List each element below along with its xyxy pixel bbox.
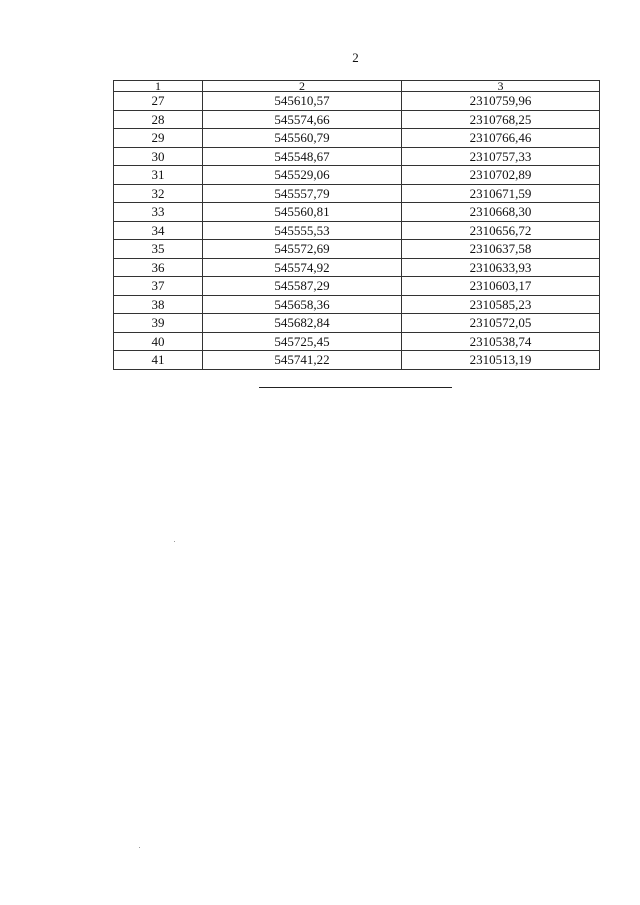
table-row bbox=[114, 110, 600, 129]
y-coordinate-cell: 2310633,93 bbox=[402, 258, 600, 277]
x-coordinate-cell: 545529,06 bbox=[203, 166, 402, 185]
page-number: 2 bbox=[352, 50, 359, 65]
y-coordinate-cell: 2310766,46 bbox=[402, 129, 600, 148]
table-row bbox=[114, 147, 600, 166]
table-row bbox=[114, 332, 600, 351]
x-coordinate-cell: 545741,22 bbox=[203, 351, 402, 370]
y-coordinate-cell: 2310668,30 bbox=[402, 203, 600, 222]
x-coordinate-cell: 545557,79 bbox=[203, 184, 402, 203]
y-coordinate-cell: 2310759,96 bbox=[402, 92, 600, 111]
x-coordinate-cell: 545574,66 bbox=[203, 110, 402, 129]
table-row bbox=[114, 314, 600, 333]
table-row bbox=[114, 258, 600, 277]
scan-speck bbox=[139, 847, 140, 848]
column-header-1: 1 bbox=[114, 81, 203, 92]
table-row bbox=[114, 129, 600, 148]
point-number-cell: 35 bbox=[114, 240, 203, 259]
y-coordinate-cell: 2310671,59 bbox=[402, 184, 600, 203]
point-number-cell: 40 bbox=[114, 332, 203, 351]
x-coordinate-cell: 545574,92 bbox=[203, 258, 402, 277]
table-row bbox=[114, 240, 600, 259]
x-coordinate-cell: 545548,67 bbox=[203, 147, 402, 166]
table-header-row bbox=[114, 81, 600, 92]
point-number-cell: 39 bbox=[114, 314, 203, 333]
table-row bbox=[114, 221, 600, 240]
y-coordinate-cell: 2310585,23 bbox=[402, 295, 600, 314]
y-coordinate-cell: 2310603,17 bbox=[402, 277, 600, 296]
table-row bbox=[114, 184, 600, 203]
coordinates-table bbox=[113, 80, 600, 370]
y-coordinate-cell: 2310513,19 bbox=[402, 351, 600, 370]
table-row bbox=[114, 351, 600, 370]
column-header-2: 2 bbox=[203, 81, 402, 92]
point-number-cell: 36 bbox=[114, 258, 203, 277]
x-coordinate-cell: 545725,45 bbox=[203, 332, 402, 351]
table-row bbox=[114, 92, 600, 111]
point-number-cell: 37 bbox=[114, 277, 203, 296]
y-coordinate-cell: 2310538,74 bbox=[402, 332, 600, 351]
point-number-cell: 28 bbox=[114, 110, 203, 129]
column-header-3: 3 bbox=[402, 81, 600, 92]
point-number-cell: 29 bbox=[114, 129, 203, 148]
point-number-cell: 34 bbox=[114, 221, 203, 240]
point-number-cell: 32 bbox=[114, 184, 203, 203]
x-coordinate-cell: 545610,57 bbox=[203, 92, 402, 111]
y-coordinate-cell: 2310702,89 bbox=[402, 166, 600, 185]
table-body bbox=[114, 92, 600, 370]
table-row bbox=[114, 277, 600, 296]
y-coordinate-cell: 2310768,25 bbox=[402, 110, 600, 129]
y-coordinate-cell: 2310757,33 bbox=[402, 147, 600, 166]
point-number-cell: 27 bbox=[114, 92, 203, 111]
y-coordinate-cell: 2310656,72 bbox=[402, 221, 600, 240]
x-coordinate-cell: 545587,29 bbox=[203, 277, 402, 296]
x-coordinate-cell: 545560,79 bbox=[203, 129, 402, 148]
table-row bbox=[114, 203, 600, 222]
x-coordinate-cell: 545658,36 bbox=[203, 295, 402, 314]
x-coordinate-cell: 545560,81 bbox=[203, 203, 402, 222]
point-number-cell: 33 bbox=[114, 203, 203, 222]
table-row bbox=[114, 295, 600, 314]
end-of-table-rule bbox=[259, 387, 452, 388]
scan-speck bbox=[174, 541, 175, 542]
point-number-cell: 31 bbox=[114, 166, 203, 185]
table-row bbox=[114, 166, 600, 185]
point-number-cell: 41 bbox=[114, 351, 203, 370]
x-coordinate-cell: 545555,53 bbox=[203, 221, 402, 240]
x-coordinate-cell: 545572,69 bbox=[203, 240, 402, 259]
y-coordinate-cell: 2310572,05 bbox=[402, 314, 600, 333]
point-number-cell: 30 bbox=[114, 147, 203, 166]
y-coordinate-cell: 2310637,58 bbox=[402, 240, 600, 259]
point-number-cell: 38 bbox=[114, 295, 203, 314]
x-coordinate-cell: 545682,84 bbox=[203, 314, 402, 333]
